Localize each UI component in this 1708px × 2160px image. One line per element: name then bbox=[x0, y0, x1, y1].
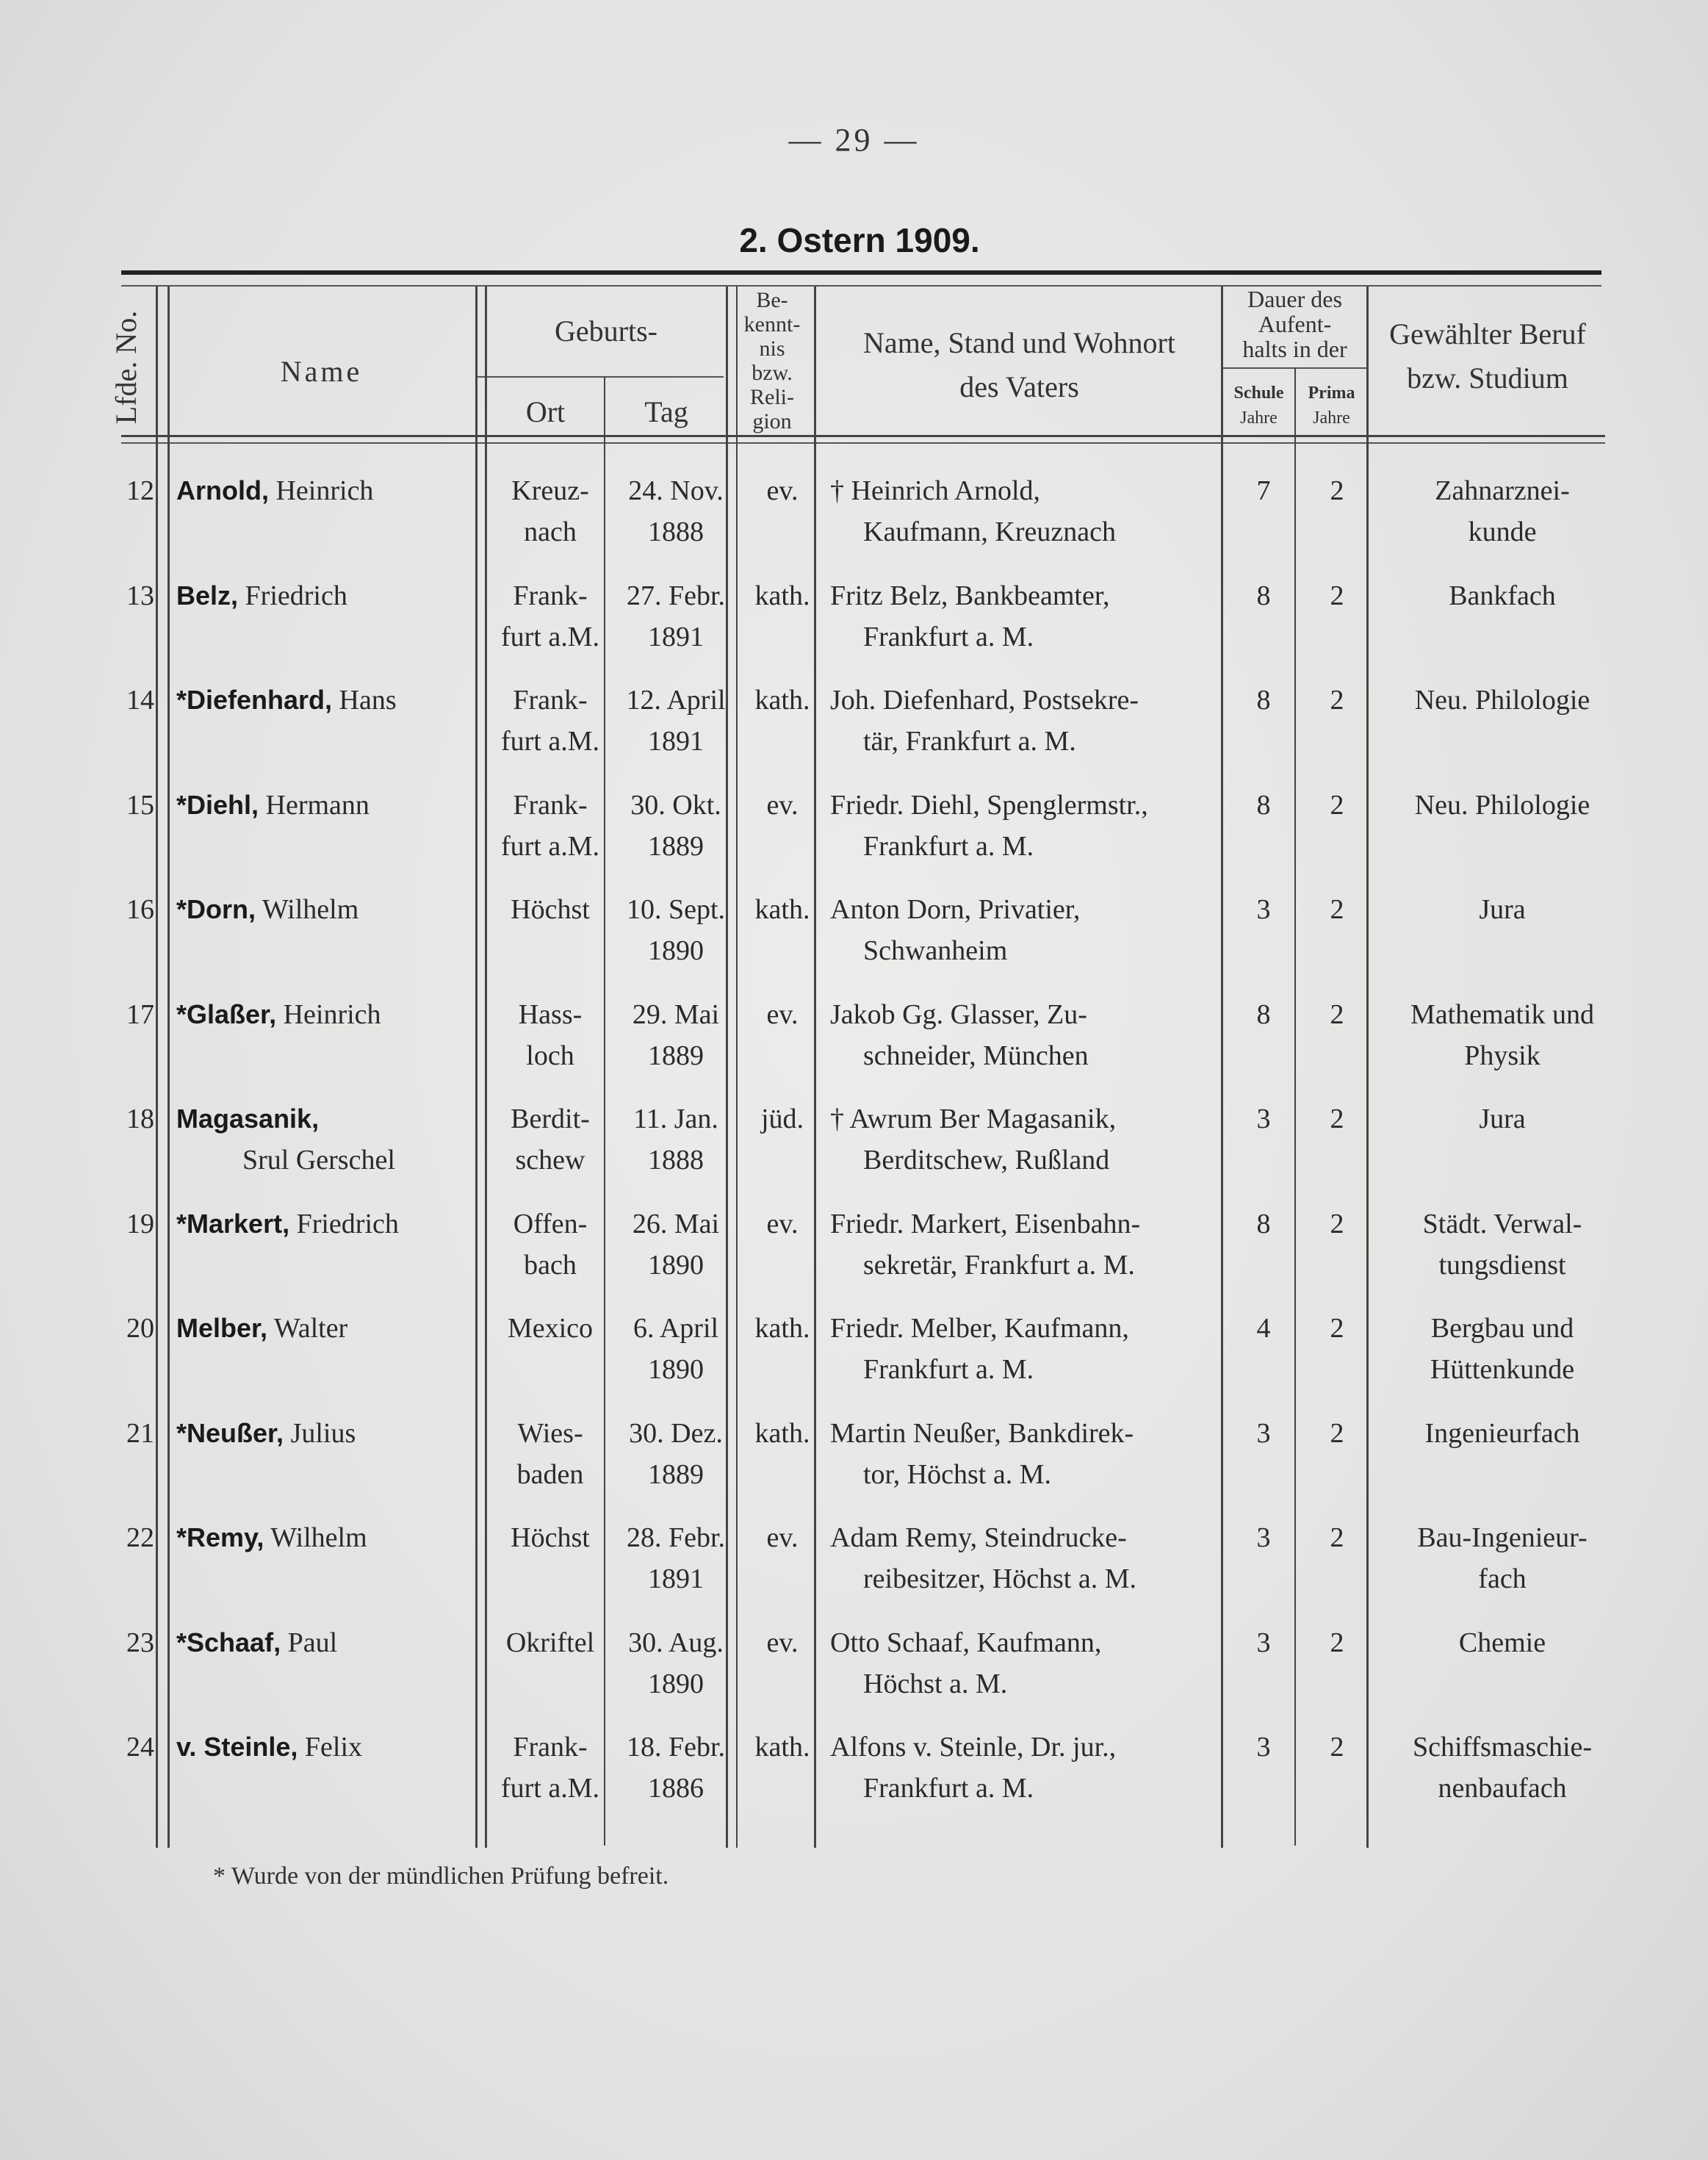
birth-place bbox=[489, 1622, 612, 1663]
religion: kath. bbox=[754, 1313, 810, 1344]
student-given-name: Hans bbox=[339, 685, 397, 716]
student-given-name: Srul Gerschel bbox=[242, 1145, 395, 1176]
header-dauer-line: Dauer des bbox=[1247, 286, 1342, 312]
religion: kath. bbox=[754, 1732, 810, 1763]
birth-place-line: Berdit- bbox=[511, 1104, 590, 1134]
header-bekenntnis-line: kennt- bbox=[743, 312, 801, 336]
row-number: 18 bbox=[126, 1104, 154, 1134]
chosen-career bbox=[1381, 785, 1624, 826]
chosen-career bbox=[1381, 889, 1624, 930]
father-info bbox=[830, 1308, 1227, 1390]
table-row bbox=[0, 1308, 1708, 1412]
birth-place-line: schew bbox=[515, 1145, 585, 1176]
birth-place bbox=[489, 1517, 612, 1558]
header-vater-line: des Vaters bbox=[959, 370, 1079, 403]
header-tag: Tag bbox=[644, 395, 688, 428]
student-given-name: Wilhelm bbox=[262, 894, 359, 925]
page-number: — 29 — bbox=[788, 122, 920, 158]
header-prima-line: Prima bbox=[1308, 384, 1355, 403]
father-info-line: Friedr. Melber, Kaufmann, bbox=[830, 1313, 1129, 1344]
row-number: 22 bbox=[126, 1522, 154, 1553]
chosen-career-line: tungsdienst bbox=[1438, 1249, 1566, 1281]
student-name bbox=[176, 470, 485, 511]
row-number: 14 bbox=[126, 685, 154, 716]
father-info-line: † Awrum Ber Magasanik, bbox=[830, 1104, 1117, 1134]
prima-years: 2 bbox=[1330, 475, 1344, 506]
header-vater bbox=[819, 321, 1219, 409]
father-info-line: tor, Höchst a. M. bbox=[863, 1458, 1051, 1490]
birth-place-line: furt a.M. bbox=[500, 1773, 600, 1804]
chosen-career-line: Städt. Verwal- bbox=[1422, 1208, 1582, 1239]
birth-date-line: 24. Nov. bbox=[628, 475, 724, 506]
birth-place bbox=[489, 1308, 612, 1349]
row-number: 17 bbox=[126, 998, 154, 1030]
student-name bbox=[176, 1308, 485, 1349]
father-info bbox=[830, 1203, 1227, 1286]
table-row bbox=[0, 1413, 1708, 1517]
header-bekenntnis-line: nis bbox=[759, 336, 785, 361]
student-surname: Arnold, bbox=[176, 475, 269, 505]
row-number: 13 bbox=[126, 580, 154, 611]
father-info bbox=[830, 470, 1227, 552]
father-info-line: Höchst a. M. bbox=[863, 1668, 1008, 1699]
father-info-line: Frankfurt a. M. bbox=[863, 1773, 1034, 1804]
school-years: 3 bbox=[1256, 1104, 1271, 1134]
prima-years: 2 bbox=[1330, 998, 1344, 1030]
father-info-line: Jakob Gg. Glasser, Zu- bbox=[830, 998, 1087, 1030]
religion: ev. bbox=[766, 475, 799, 506]
birth-date-line: 10. Sept. bbox=[626, 894, 726, 925]
birth-date-line: 6. April bbox=[633, 1313, 719, 1344]
table-row bbox=[0, 1203, 1708, 1308]
student-given-name: Heinrich bbox=[283, 998, 381, 1030]
chosen-career-line: Physik bbox=[1464, 1040, 1541, 1071]
father-info bbox=[830, 1413, 1227, 1495]
table-row bbox=[0, 785, 1708, 889]
prima-years: 2 bbox=[1330, 580, 1344, 611]
birth-date bbox=[610, 1517, 742, 1599]
birth-date-line: 11. Jan. bbox=[633, 1104, 718, 1134]
birth-date-line: 1889 bbox=[648, 830, 704, 862]
chosen-career bbox=[1381, 1727, 1624, 1809]
header-prima-line: Jahre bbox=[1313, 408, 1350, 428]
table-row bbox=[0, 1517, 1708, 1621]
birth-place-line: furt a.M. bbox=[500, 830, 600, 862]
row-number: 15 bbox=[126, 789, 154, 821]
chosen-career bbox=[1381, 1413, 1624, 1454]
birth-place-line: baden bbox=[516, 1458, 584, 1490]
row-number: 16 bbox=[126, 894, 154, 925]
prima-years: 2 bbox=[1330, 1522, 1344, 1553]
birth-place bbox=[489, 889, 612, 930]
father-info bbox=[830, 575, 1227, 658]
religion: kath. bbox=[754, 894, 810, 925]
father-info-line: schneider, München bbox=[863, 1040, 1089, 1071]
birth-place-line: loch bbox=[526, 1040, 574, 1071]
school-years: 3 bbox=[1256, 1522, 1271, 1553]
religion: jüd. bbox=[760, 1104, 804, 1134]
father-info-line: tär, Frankfurt a. M. bbox=[863, 726, 1076, 757]
table-row bbox=[0, 1727, 1708, 1831]
prima-years: 2 bbox=[1330, 894, 1344, 925]
birth-date-line: 1888 bbox=[648, 1145, 704, 1176]
religion: ev. bbox=[766, 1627, 799, 1658]
student-name bbox=[176, 1622, 485, 1663]
top-rule bbox=[121, 270, 1601, 275]
header-bekenntnis-line: bzw. bbox=[752, 361, 793, 385]
birth-place-line: Höchst bbox=[511, 1522, 590, 1553]
prima-years: 2 bbox=[1330, 1417, 1344, 1449]
birth-place-line: Offen- bbox=[513, 1208, 588, 1239]
chosen-career-line: Neu. Philologie bbox=[1414, 685, 1590, 716]
birth-date-line: 30. Dez. bbox=[629, 1417, 723, 1449]
birth-place bbox=[489, 785, 612, 867]
birth-place bbox=[489, 1727, 612, 1809]
school-years: 4 bbox=[1256, 1313, 1271, 1344]
birth-date-line: 1890 bbox=[648, 1249, 704, 1281]
chosen-career-line: nenbaufach bbox=[1438, 1773, 1567, 1804]
birth-date bbox=[610, 994, 742, 1076]
student-surname: *Dorn, bbox=[176, 894, 256, 924]
table-row bbox=[0, 994, 1708, 1098]
father-info-line: sekretär, Frankfurt a. M. bbox=[863, 1249, 1135, 1281]
birth-place-line: bach bbox=[524, 1249, 577, 1281]
row-number: 24 bbox=[126, 1732, 154, 1763]
chosen-career-line: Ingenieurfach bbox=[1424, 1417, 1580, 1449]
father-info-line: Martin Neußer, Bankdirek- bbox=[830, 1417, 1134, 1449]
header-rule bbox=[121, 435, 1605, 437]
school-years: 3 bbox=[1256, 894, 1271, 925]
student-name bbox=[176, 785, 485, 826]
student-surname: *Glaßer, bbox=[176, 998, 277, 1029]
table-row bbox=[0, 1098, 1708, 1203]
religion: kath. bbox=[754, 580, 810, 611]
student-name bbox=[176, 1203, 485, 1245]
student-name bbox=[176, 575, 485, 616]
student-given-name: Julius bbox=[290, 1417, 356, 1449]
header-bekenntnis-line: gion bbox=[752, 409, 792, 433]
religion: ev. bbox=[766, 1208, 799, 1239]
prima-years: 2 bbox=[1330, 1208, 1344, 1239]
birth-date-line: 1889 bbox=[648, 1040, 704, 1071]
birth-place-line: nach bbox=[524, 516, 577, 547]
school-years: 3 bbox=[1256, 1417, 1271, 1449]
birth-date bbox=[610, 1413, 742, 1495]
chosen-career-line: Jura bbox=[1479, 894, 1526, 925]
header-prima bbox=[1297, 381, 1366, 431]
row-number: 19 bbox=[126, 1208, 154, 1239]
header-geburts: Geburts- bbox=[555, 314, 657, 348]
prima-years: 2 bbox=[1330, 789, 1344, 821]
birth-date-line: 30. Okt. bbox=[630, 789, 721, 821]
chosen-career-line: kunde bbox=[1468, 516, 1537, 547]
student-name bbox=[176, 680, 485, 721]
birth-place-line: Okriftel bbox=[505, 1627, 595, 1658]
row-number: 12 bbox=[126, 475, 154, 506]
chosen-career-line: fach bbox=[1478, 1563, 1527, 1594]
header-lfd-no: Lfde. No. bbox=[109, 310, 143, 425]
birth-date-line: 18. Febr. bbox=[626, 1732, 726, 1763]
birth-place-line: Wies- bbox=[517, 1417, 583, 1449]
student-surname: Magasanik, bbox=[176, 1104, 320, 1134]
header-schule-line: Jahre bbox=[1240, 408, 1278, 428]
row-number: 23 bbox=[126, 1627, 154, 1658]
birth-place bbox=[489, 1098, 612, 1181]
birth-date-line: 1891 bbox=[648, 621, 704, 652]
birth-place-line: Frank- bbox=[513, 789, 588, 821]
header-beruf-line: bzw. Studium bbox=[1407, 361, 1568, 395]
header-bekenntnis bbox=[731, 288, 813, 433]
father-info-line: † Heinrich Arnold, bbox=[830, 475, 1041, 506]
student-surname: *Neußer, bbox=[176, 1417, 284, 1448]
table-row bbox=[0, 680, 1708, 784]
school-years: 8 bbox=[1256, 789, 1271, 821]
birth-date-line: 1891 bbox=[648, 726, 704, 757]
school-years: 8 bbox=[1256, 580, 1271, 611]
birth-date-line: 30. Aug. bbox=[628, 1627, 724, 1658]
father-info-line: Joh. Diefenhard, Postsekre- bbox=[830, 685, 1139, 716]
student-surname: *Schaaf, bbox=[176, 1627, 281, 1657]
header-schule-line: Schule bbox=[1233, 384, 1284, 403]
student-given-name: Wilhelm bbox=[270, 1522, 367, 1553]
chosen-career bbox=[1381, 994, 1624, 1076]
birth-place-line: Frank- bbox=[513, 1732, 588, 1763]
row-number: 20 bbox=[126, 1313, 154, 1344]
chosen-career bbox=[1381, 470, 1624, 552]
student-given-name: Walter bbox=[273, 1313, 348, 1344]
religion: ev. bbox=[766, 789, 799, 821]
header-bekenntnis-line: Reli- bbox=[750, 385, 794, 409]
birth-place bbox=[489, 1413, 612, 1495]
birth-date bbox=[610, 1098, 742, 1181]
birth-place bbox=[489, 680, 612, 762]
prima-years: 2 bbox=[1330, 1104, 1344, 1134]
birth-date-line: 1890 bbox=[648, 1668, 704, 1699]
chosen-career bbox=[1381, 575, 1624, 616]
father-info bbox=[830, 785, 1227, 867]
father-info bbox=[830, 680, 1227, 762]
student-name bbox=[176, 994, 485, 1035]
birth-date-line: 1886 bbox=[648, 1773, 704, 1804]
father-info-line: Adam Remy, Steindrucke- bbox=[830, 1522, 1127, 1553]
student-given-name: Friedrich bbox=[245, 580, 347, 611]
prima-years: 2 bbox=[1330, 1627, 1344, 1658]
header-dauer bbox=[1223, 287, 1366, 361]
top-rule-thin bbox=[121, 285, 1601, 287]
birth-place bbox=[489, 994, 612, 1076]
student-surname: *Diehl, bbox=[176, 789, 259, 820]
father-info-line: Schwanheim bbox=[863, 935, 1008, 966]
religion: kath. bbox=[754, 685, 810, 716]
student-given-name: Heinrich bbox=[275, 475, 374, 506]
birth-date-line: 1888 bbox=[648, 516, 704, 547]
birth-place-line: furt a.M. bbox=[500, 726, 600, 757]
father-info-line: reibesitzer, Höchst a. M. bbox=[863, 1563, 1137, 1594]
header-beruf bbox=[1370, 312, 1605, 400]
chosen-career-line: Bankfach bbox=[1449, 580, 1556, 611]
birth-date bbox=[610, 1308, 742, 1390]
section-title: 2. Ostern 1909. bbox=[739, 221, 980, 259]
birth-date bbox=[610, 1622, 742, 1704]
birth-place-line: Frank- bbox=[513, 580, 588, 611]
header-bekenntnis-line: Be- bbox=[756, 288, 788, 312]
chosen-career bbox=[1381, 1308, 1624, 1390]
header-dauer-line: Aufent- bbox=[1258, 311, 1332, 337]
row-number: 21 bbox=[126, 1417, 154, 1449]
table-row bbox=[0, 1622, 1708, 1727]
father-info-line: Frankfurt a. M. bbox=[863, 830, 1034, 862]
school-years: 8 bbox=[1256, 998, 1271, 1030]
birth-date-line: 1891 bbox=[648, 1563, 704, 1594]
prima-years: 2 bbox=[1330, 1313, 1344, 1344]
birth-place-line: Kreuz- bbox=[511, 475, 589, 506]
birth-place bbox=[489, 575, 612, 658]
school-years: 8 bbox=[1256, 1208, 1271, 1239]
father-info bbox=[830, 994, 1227, 1076]
school-years: 8 bbox=[1256, 685, 1271, 716]
birth-date-line: 29. Mai bbox=[632, 998, 720, 1030]
birth-place-line: Höchst bbox=[511, 894, 590, 925]
chosen-career-line: Zahnarznei- bbox=[1435, 475, 1570, 506]
birth-place bbox=[489, 1203, 612, 1286]
birth-place-line: furt a.M. bbox=[500, 621, 600, 652]
father-info-line: Frankfurt a. M. bbox=[863, 621, 1034, 652]
header-ort: Ort bbox=[525, 395, 566, 428]
chosen-career-line: Schiffsmaschie- bbox=[1412, 1732, 1593, 1763]
chosen-career bbox=[1381, 1203, 1624, 1286]
father-info bbox=[830, 1622, 1227, 1704]
chosen-career-line: Bau-Ingenieur- bbox=[1417, 1522, 1588, 1553]
chosen-career bbox=[1381, 680, 1624, 721]
student-surname: *Remy, bbox=[176, 1522, 264, 1552]
student-name bbox=[176, 1517, 485, 1558]
birth-date-line: 26. Mai bbox=[632, 1208, 720, 1239]
school-years: 3 bbox=[1256, 1732, 1271, 1763]
chosen-career-line: Neu. Philologie bbox=[1414, 789, 1590, 821]
student-surname: Belz, bbox=[176, 580, 239, 611]
chosen-career-line: Jura bbox=[1479, 1104, 1526, 1134]
student-given-name: Hermann bbox=[265, 789, 370, 821]
birth-place-line: Hass- bbox=[518, 998, 583, 1030]
father-info-line: Anton Dorn, Privatier, bbox=[830, 894, 1081, 925]
birth-date bbox=[610, 785, 742, 867]
father-info-line: Friedr. Diehl, Spenglermstr., bbox=[830, 789, 1148, 821]
religion: kath. bbox=[754, 1417, 810, 1449]
prima-years: 2 bbox=[1330, 1732, 1344, 1763]
school-years: 3 bbox=[1256, 1627, 1271, 1658]
birth-date-line: 12. April bbox=[626, 685, 726, 716]
student-surname: *Diefenhard, bbox=[176, 685, 333, 715]
father-info-line: Otto Schaaf, Kaufmann, bbox=[830, 1627, 1102, 1658]
birth-date bbox=[610, 889, 742, 971]
student-given-name: Felix bbox=[304, 1732, 363, 1763]
father-info-line: Alfons v. Steinle, Dr. jur., bbox=[830, 1732, 1117, 1763]
student-name bbox=[176, 1413, 485, 1454]
birth-date bbox=[610, 575, 742, 658]
father-info-line: Berditschew, Rußland bbox=[863, 1145, 1110, 1176]
religion: ev. bbox=[766, 998, 799, 1030]
student-surname: *Markert, bbox=[176, 1208, 290, 1239]
student-given-name: Paul bbox=[287, 1627, 338, 1658]
header-beruf-line: Gewählter Beruf bbox=[1389, 317, 1586, 350]
chosen-career bbox=[1381, 1517, 1624, 1599]
birth-date bbox=[610, 470, 742, 552]
prima-years: 2 bbox=[1330, 685, 1344, 716]
father-info-line: Friedr. Markert, Eisenbahn- bbox=[830, 1208, 1141, 1239]
student-surname: Melber, bbox=[176, 1313, 268, 1343]
geburts-subrule bbox=[478, 376, 724, 378]
father-info-line: Kaufmann, Kreuznach bbox=[863, 516, 1116, 547]
table-row bbox=[0, 575, 1708, 680]
chosen-career bbox=[1381, 1098, 1624, 1140]
father-info-line: Fritz Belz, Bankbeamter, bbox=[830, 580, 1110, 611]
religion: ev. bbox=[766, 1522, 799, 1553]
birth-date-line: 28. Febr. bbox=[626, 1522, 726, 1553]
chosen-career-line: Chemie bbox=[1458, 1627, 1546, 1658]
header-dauer-line: halts in der bbox=[1242, 336, 1347, 362]
birth-place-line: Frank- bbox=[513, 685, 588, 716]
header-vater-line: Name, Stand und Wohnort bbox=[863, 326, 1175, 359]
header-schule bbox=[1223, 381, 1294, 431]
student-surname: v. Steinle, bbox=[176, 1732, 298, 1762]
header-rule-2 bbox=[121, 442, 1605, 444]
school-years: 7 bbox=[1256, 475, 1271, 506]
birth-date bbox=[610, 1727, 742, 1809]
table-row bbox=[0, 889, 1708, 993]
student-name bbox=[176, 889, 485, 930]
father-info bbox=[830, 1098, 1227, 1181]
birth-date-line: 1890 bbox=[648, 935, 704, 966]
chosen-career bbox=[1381, 1622, 1624, 1663]
birth-place-line: Mexico bbox=[507, 1313, 594, 1344]
footnote: * Wurde von der mündlichen Prüfung befreit. bbox=[213, 1862, 669, 1890]
header-name: Name bbox=[280, 355, 363, 388]
birth-date-line: 1890 bbox=[648, 1354, 704, 1385]
birth-date bbox=[610, 680, 742, 762]
student-name bbox=[176, 1727, 485, 1768]
birth-place bbox=[489, 470, 612, 552]
student-name bbox=[176, 1098, 485, 1181]
chosen-career-line: Hüttenkunde bbox=[1430, 1354, 1575, 1385]
birth-date-line: 27. Febr. bbox=[626, 580, 726, 611]
father-info bbox=[830, 1727, 1227, 1809]
student-given-name: Friedrich bbox=[296, 1208, 399, 1239]
father-info bbox=[830, 1517, 1227, 1599]
chosen-career-line: Mathematik und bbox=[1410, 998, 1595, 1030]
table-row bbox=[0, 470, 1708, 575]
father-info-line: Frankfurt a. M. bbox=[863, 1354, 1034, 1385]
chosen-career-line: Bergbau und bbox=[1430, 1313, 1574, 1344]
birth-date-line: 1889 bbox=[648, 1458, 704, 1490]
birth-date bbox=[610, 1203, 742, 1286]
father-info bbox=[830, 889, 1227, 971]
